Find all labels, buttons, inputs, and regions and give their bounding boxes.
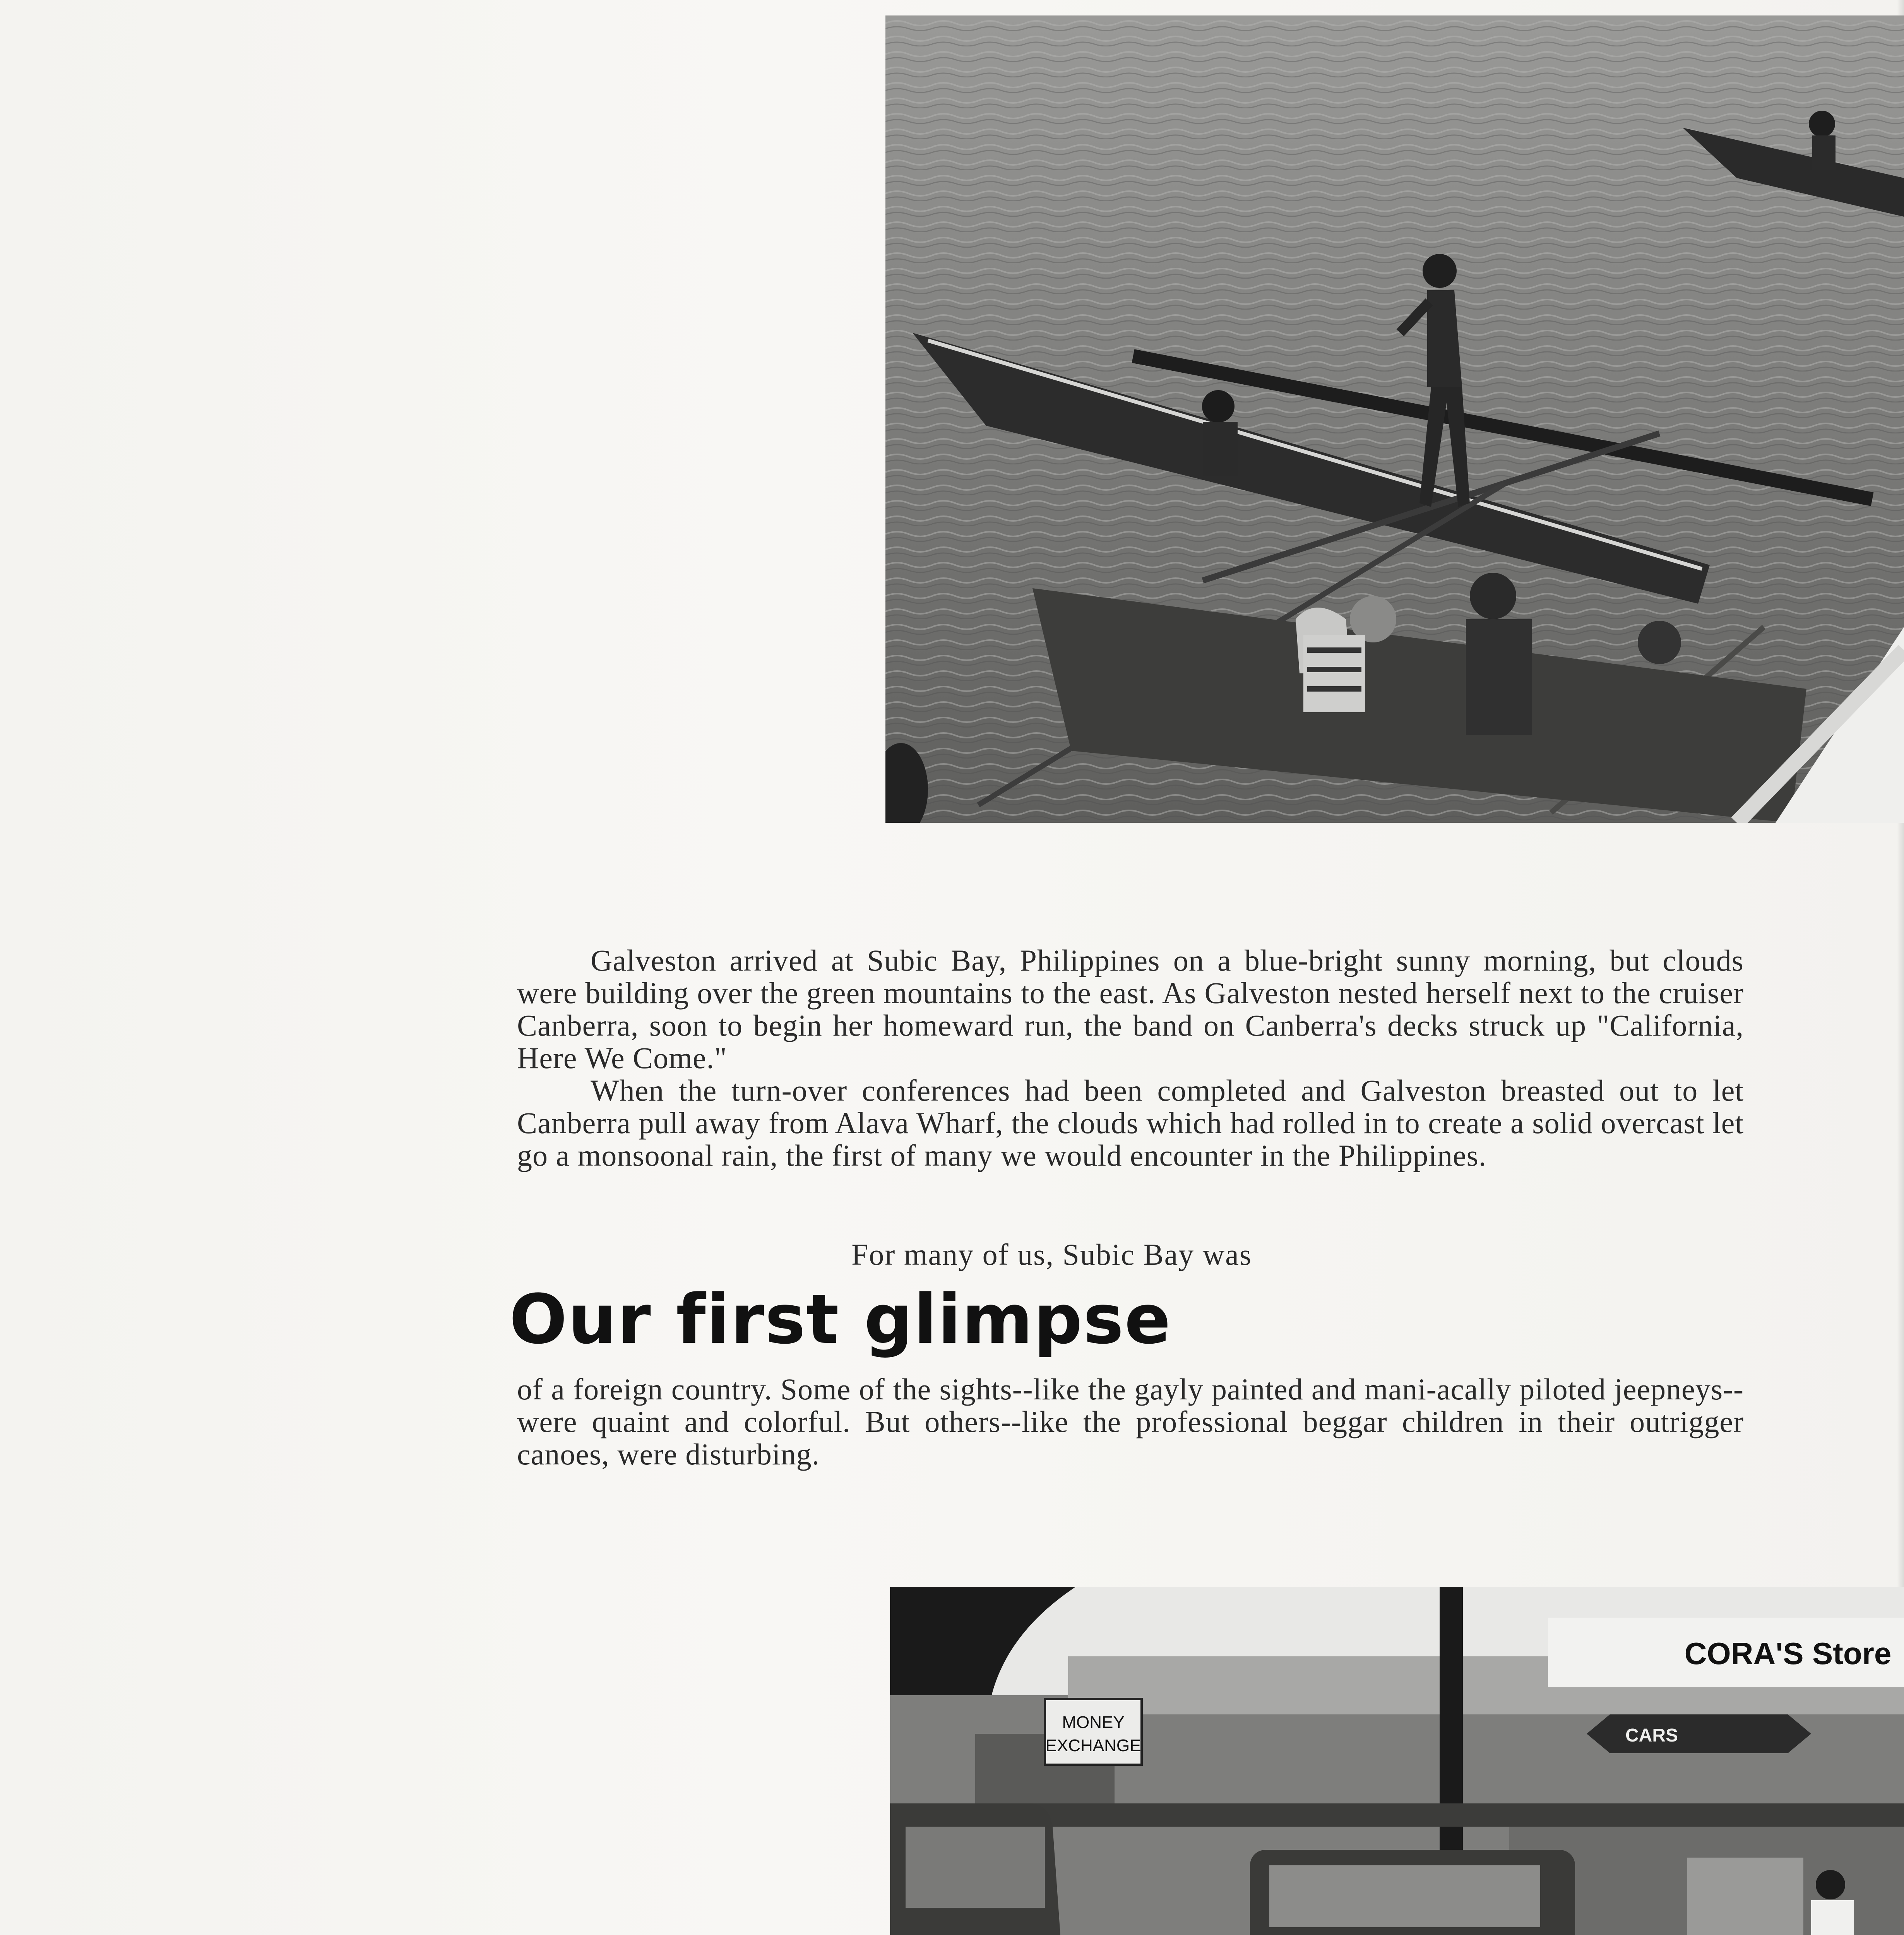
headline-lead-in: For many of us, Subic Bay was (851, 1238, 1252, 1271)
headline: Our first glimpse (509, 1280, 1171, 1359)
article-body (517, 944, 1744, 1172)
article-paragraph-2: When the turn-over conferences had been completed and Galveston breasted out to let Canberra pull away from Alava Wharf, the clouds which had rolled in to create a solid overcast let go a monsoonal rain, the first of many we would encounter in the Philippines. (517, 1074, 1744, 1172)
street-jeepneys-photo (890, 1587, 1904, 1935)
money-exchange-sign-line2: EXCHANGE (1045, 1736, 1141, 1755)
outrigger-canoes-photo (885, 15, 1904, 823)
cars-sign: CARS (1625, 1725, 1678, 1746)
money-exchange-sign-line1: MONEY (1062, 1713, 1125, 1732)
outrigger-canoes-image (885, 15, 1904, 823)
article-paragraph-3: of a foreign country. Some of the sights--like the gayly painted and mani-acally piloted jeepneys--were quaint and colorful. But others--like the professional beggar children in their outrigger canoes, were disturbing. (517, 1372, 1744, 1471)
article-paragraph-1: Galveston arrived at Subic Bay, Philippines on a blue-bright sunny morning, but clouds were building over the green mountains to the east. As Galveston nested herself next to the cruiser Canberra, soon to begin her homeward run, the band on Canberra's decks struck up "California, Here We Come." (517, 944, 1744, 1075)
coras-store-sign: CORA'S Store (1684, 1636, 1892, 1671)
street-jeepneys-image (890, 1587, 1904, 1935)
article-continuation (517, 1373, 1744, 1471)
